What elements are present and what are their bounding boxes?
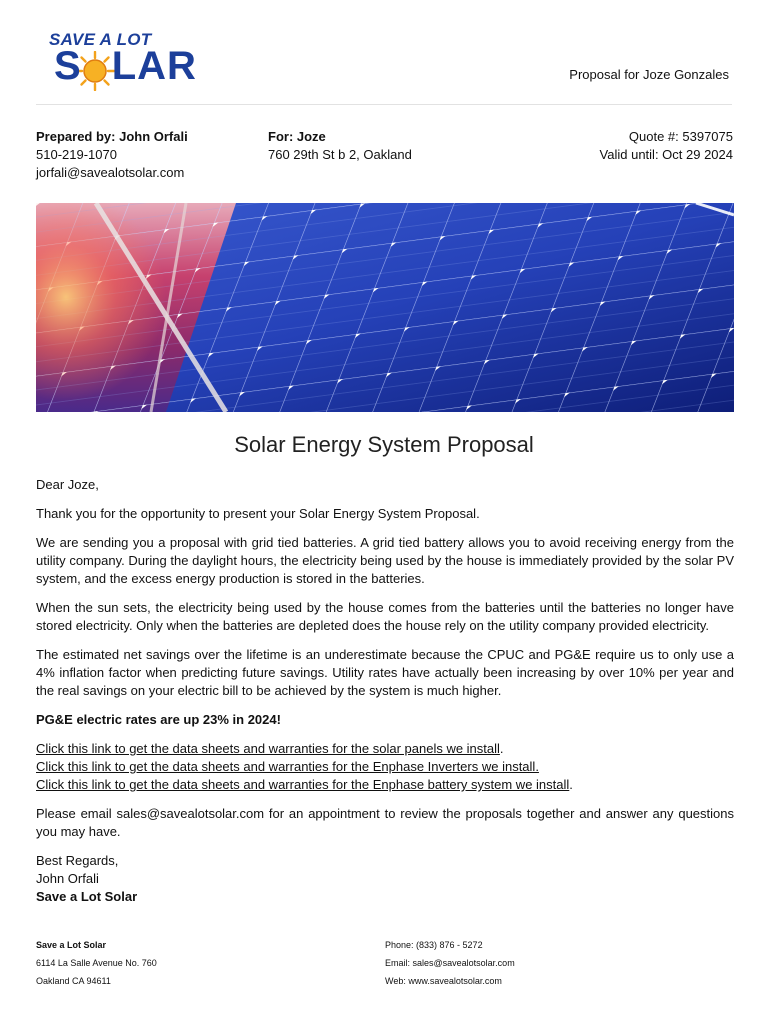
letter-body [36,476,734,906]
link-row-battery: Click this link to get the data sheets and warranties for the Enphase battery system we install. [36,777,573,792]
paragraph-grid-tied: We are sending you a proposal with grid tied batteries. A grid tied battery allows you to avoid receiving energy from the utility company. During the daylight hours, the electricity being used by the house is immediately provided by the solar PV system, and the excess energy production is stored in the batteries. [36,535,734,586]
page-title: Solar Energy System Proposal [234,432,534,457]
solar-panel-banner-image [36,203,734,412]
greeting: Dear Joze, [36,477,99,492]
quote-block [600,128,733,164]
datasheet-links [36,740,734,794]
signature-block [36,852,734,906]
footer-address [36,936,157,990]
signer-name: John Orfali [36,871,99,886]
paragraph-intro: Thank you for the opportunity to present your Solar Energy System Proposal. [36,506,480,521]
footer-web: Web: www.savealotsolar.com [385,976,502,986]
client-name: For: Joze [268,129,326,144]
rates-highlight: PG&E electric rates are up 23% in 2024! [36,712,281,727]
footer-email: Email: sales@savealotsolar.com [385,958,515,968]
link-row-panels: Click this link to get the data sheets and warranties for the solar panels we install. [36,741,504,756]
footer-company: Save a Lot Solar [36,940,107,950]
logo-line2-rest: LAR [111,44,197,88]
email-note: Please email sales@savealotsolar.com for an appointment to review the proposals together and answer any questions you may have. [36,806,734,839]
prepared-by-block [36,128,188,182]
link-row-inverters [36,758,734,776]
footer-city: Oakland CA 94611 [36,976,111,986]
battery-datasheet-link[interactable]: Click this link to get the data sheets and warranties for the Enphase battery system we install [36,777,570,792]
paragraph-savings: The estimated net savings over the lifetime is an underestimate because the CPUC and PG&E require us to only use a 4% inflation factor when predicting future savings. Utility rates have actually been increasing by over 10% per year and the real savings on your electric bill to be achieved by the system is much higher. [36,647,734,698]
solar-panel-illustration [36,203,734,412]
footer-street: 6114 La Salle Avenue No. 760 [36,958,157,968]
client-address: 760 29th St b 2, Oakland [268,147,412,162]
prepared-by-name: Prepared by: John Orfali [36,129,188,144]
company-logo [40,24,212,100]
paragraph-sunset: When the sun sets, the electricity being used by the house comes from the batteries until the batteries no longer have stored electricity. Only when the batteries are depleted does the house rely on the utility company provided electricity. [36,600,734,633]
closing: Best Regards, [36,853,119,868]
signer-company: Save a Lot Solar [36,889,138,904]
logo-line1: SAVE A LOT [49,30,152,49]
prepared-by-phone: 510-219-1070 [36,147,117,162]
prepared-by-email: jorfali@savealotsolar.com [36,165,185,180]
solar-panels-datasheet-link[interactable]: Click this link to get the data sheets and warranties for the solar panels we install [36,741,500,756]
quote-number: Quote #: 5397075 [628,129,733,144]
logo-line2-first: S [54,44,81,88]
quote-valid-until: Valid until: Oct 29 2024 [599,147,733,162]
proposal-for-label: Proposal for Joze Gonzales [569,67,729,82]
header-divider [36,104,732,105]
footer-phone: Phone: (833) 876 - 5272 [385,940,483,950]
client-block [268,128,412,164]
inverters-datasheet-link[interactable]: Click this link to get the data sheets and warranties for the Enphase Inverters we install. [36,759,539,774]
footer-contact [385,936,515,990]
